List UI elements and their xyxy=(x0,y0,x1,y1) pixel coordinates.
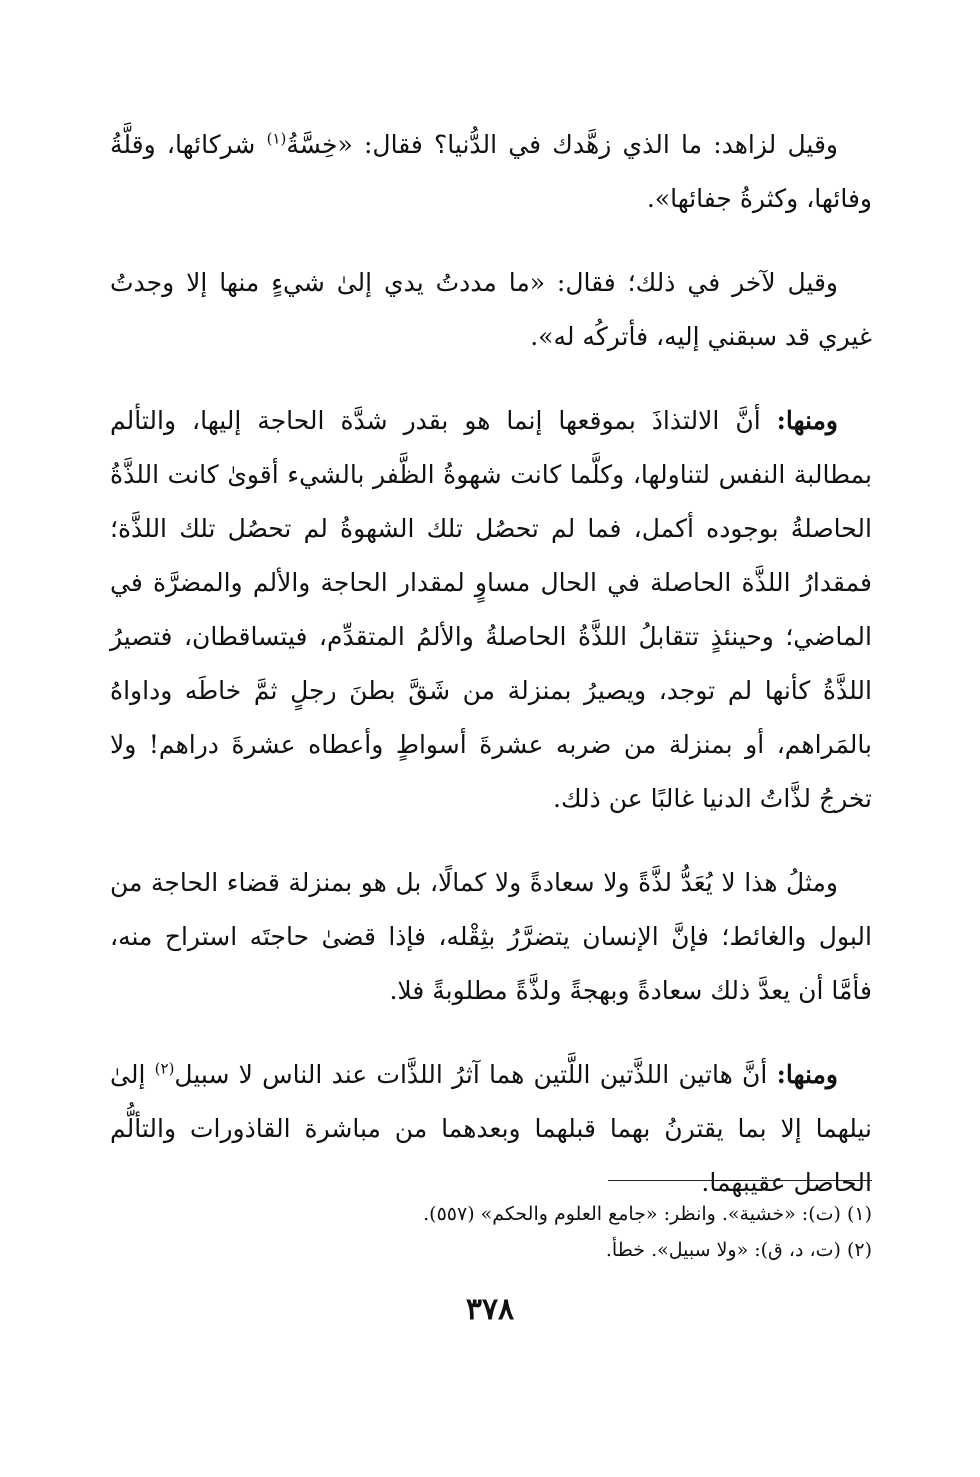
paragraph-2-body: وقيل لآخر في ذلك؛ فقال: «ما مددتُ يدي إلىٰ شيءٍ منها إلا وجدتُ غيري قد سبقني إليه، فأتركُه له». xyxy=(110,268,872,351)
footnote-ref-1: (١) xyxy=(266,129,287,148)
paragraph-5-rest: إلىٰ نيلهما إلا بما يقترنُ بهما قبلهما وبعدهما من مباشرة القاذورات والتألُّم الحاصل عقيبهما. xyxy=(110,1060,872,1197)
footnote-2: (٢) (ت، د، ق): «ولا سبيل». خطأ. xyxy=(605,1239,872,1261)
paragraph-5-body: أنَّ هاتين اللذَّتين اللَّتين هما آثرُ اللذَّات عند الناس لا سبيل xyxy=(174,1060,777,1089)
paragraph-4 xyxy=(110,856,872,1018)
footnotes xyxy=(110,1196,872,1268)
paragraph-4-body: ومثلُ هذا لا يُعَدُّ لذَّةً ولا سعادةً ولا كمالًا، بل هو بمنزلة قضاء الحاجة من البول والغائط؛ فإنَّ الإنسان يتضرَّرُ بثِقْله، فإذا قضىٰ حاجتَه استراح منه، فأمَّا أن يعدَّ ذلك سعادةً وبهجةً ولذَّةً مطلوبةً فلا. xyxy=(110,868,872,1005)
paragraph-3 xyxy=(110,394,872,826)
paragraph-1-rest: شركائها، وقلَّةُ وفائها، وكثرةُ جفائها». xyxy=(110,130,872,213)
footnote-divider xyxy=(608,1180,872,1181)
paragraph-5-lead: ومنها: xyxy=(776,1060,838,1089)
paragraph-5 xyxy=(110,1048,872,1210)
paragraph-3-lead: ومنها: xyxy=(776,406,838,435)
main-text xyxy=(110,118,872,1240)
paragraph-1-body: وقيل لزاهد: ما الذي زهَّدك في الدُّنيا؟ فقال: «خِسَّةُ xyxy=(286,130,838,159)
footnote-ref-2: (٢) xyxy=(154,1059,175,1078)
paragraph-2 xyxy=(110,256,872,364)
paragraph-3-body: أنَّ الالتذاذَ بموقعها إنما هو بقدر شدَّة الحاجة إليها، والتألم بمطالبة النفس لتناولها، وكلَّما كانت شهوةُ الظَّفر بالشيء أقوىٰ كانت اللذَّةُ الحاصلةُ بوجوده أكمل، فما لم تحصُل تلك الشهوةُ لم تحصُل تلك اللذَّة؛ فمقدارُ اللذَّة الحاصلة في الحال مساوٍ لمقدار الحاجة والألم والمضرَّة في الماضي؛ وحينئذٍ تتقابلُ اللذَّةُ الحاصلةُ والألمُ المتقدِّم، فيتساقطان، فتصيرُ اللذَّةُ كأنها لم توجد، ويصيرُ بمنزلة من شَقَّ بطنَ رجلٍ ثمَّ خاطَه وداواهُ بالمَراهم، أو بمنزلة من ضربه عشرةَ أسواطٍ وأعطاه عشرةَ دراهم! ولا تخرجُ لذَّاتُ الدنيا غالبًا عن ذلك. xyxy=(110,406,872,813)
paragraph-1 xyxy=(110,118,872,226)
page-number: ٣٧٨ xyxy=(465,1292,515,1327)
footnote-1: (١) (ت): «خشية». وانظر: «جامع العلوم والحكم» (٥٥٧). xyxy=(423,1203,872,1225)
